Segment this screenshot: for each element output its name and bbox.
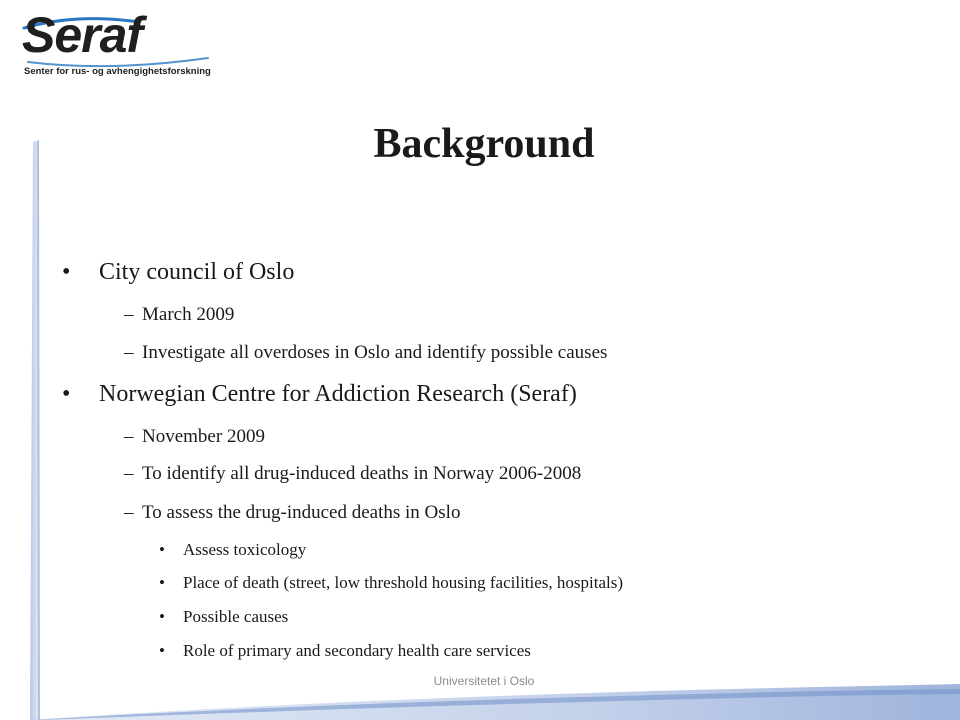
sub-bullet-text: Investigate all overdoses in Oslo and identify possible causes: [142, 342, 608, 363]
sub-bullet-item: [124, 304, 234, 326]
dash-marker: –: [124, 502, 134, 523]
sub-sub-bullet-item: [159, 573, 623, 593]
bullet-text: Norwegian Centre for Addiction Research (Seraf): [99, 381, 577, 407]
sub-bullet-item: [124, 426, 265, 448]
sub-bullet-item: [124, 502, 460, 524]
dash-marker: –: [124, 304, 134, 325]
dash-marker: –: [124, 342, 134, 363]
sub-sub-bullet-text: Place of death (street, low threshold housing facilities, hospitals): [183, 573, 624, 592]
bullet-text: City council of Oslo: [99, 259, 295, 285]
sub-bullet-text: To identify all drug-induced deaths in Norway 2006-2008: [142, 463, 582, 484]
sub-bullet-text: To assess the drug-induced deaths in Oslo: [142, 502, 461, 523]
sub-sub-bullet-text: Assess toxicology: [183, 540, 307, 559]
logo-wordmark: Seraf: [22, 7, 143, 63]
sub-sub-bullet-text: Role of primary and secondary health care services: [183, 641, 531, 660]
footer-text: Universitetet i Oslo: [433, 674, 535, 688]
bullet-item: [62, 381, 577, 408]
bullet-marker: •: [62, 381, 71, 407]
sub-bullet-item: [124, 342, 607, 364]
sub-sub-bullet-text: Possible causes: [183, 607, 289, 626]
slide-title: Background: [373, 121, 595, 167]
sub-bullet-text: November 2009: [142, 426, 265, 447]
dash-marker: –: [124, 426, 134, 447]
bullet-marker: •: [62, 259, 71, 285]
sub-bullet-text: March 2009: [142, 304, 235, 325]
bullet-marker: •: [159, 540, 165, 559]
logo-tagline: Senter for rus- og avhengighetsforskning: [24, 66, 211, 77]
dash-marker: –: [124, 463, 134, 484]
bullet-marker: •: [159, 641, 165, 660]
bullet-marker: •: [159, 607, 165, 626]
bullet-marker: •: [159, 573, 165, 592]
sub-sub-bullet-item: [159, 641, 531, 661]
sub-sub-bullet-item: [159, 540, 306, 560]
sub-sub-bullet-item: [159, 607, 288, 627]
sub-bullet-item: [124, 463, 581, 485]
bullet-item: [62, 259, 294, 286]
